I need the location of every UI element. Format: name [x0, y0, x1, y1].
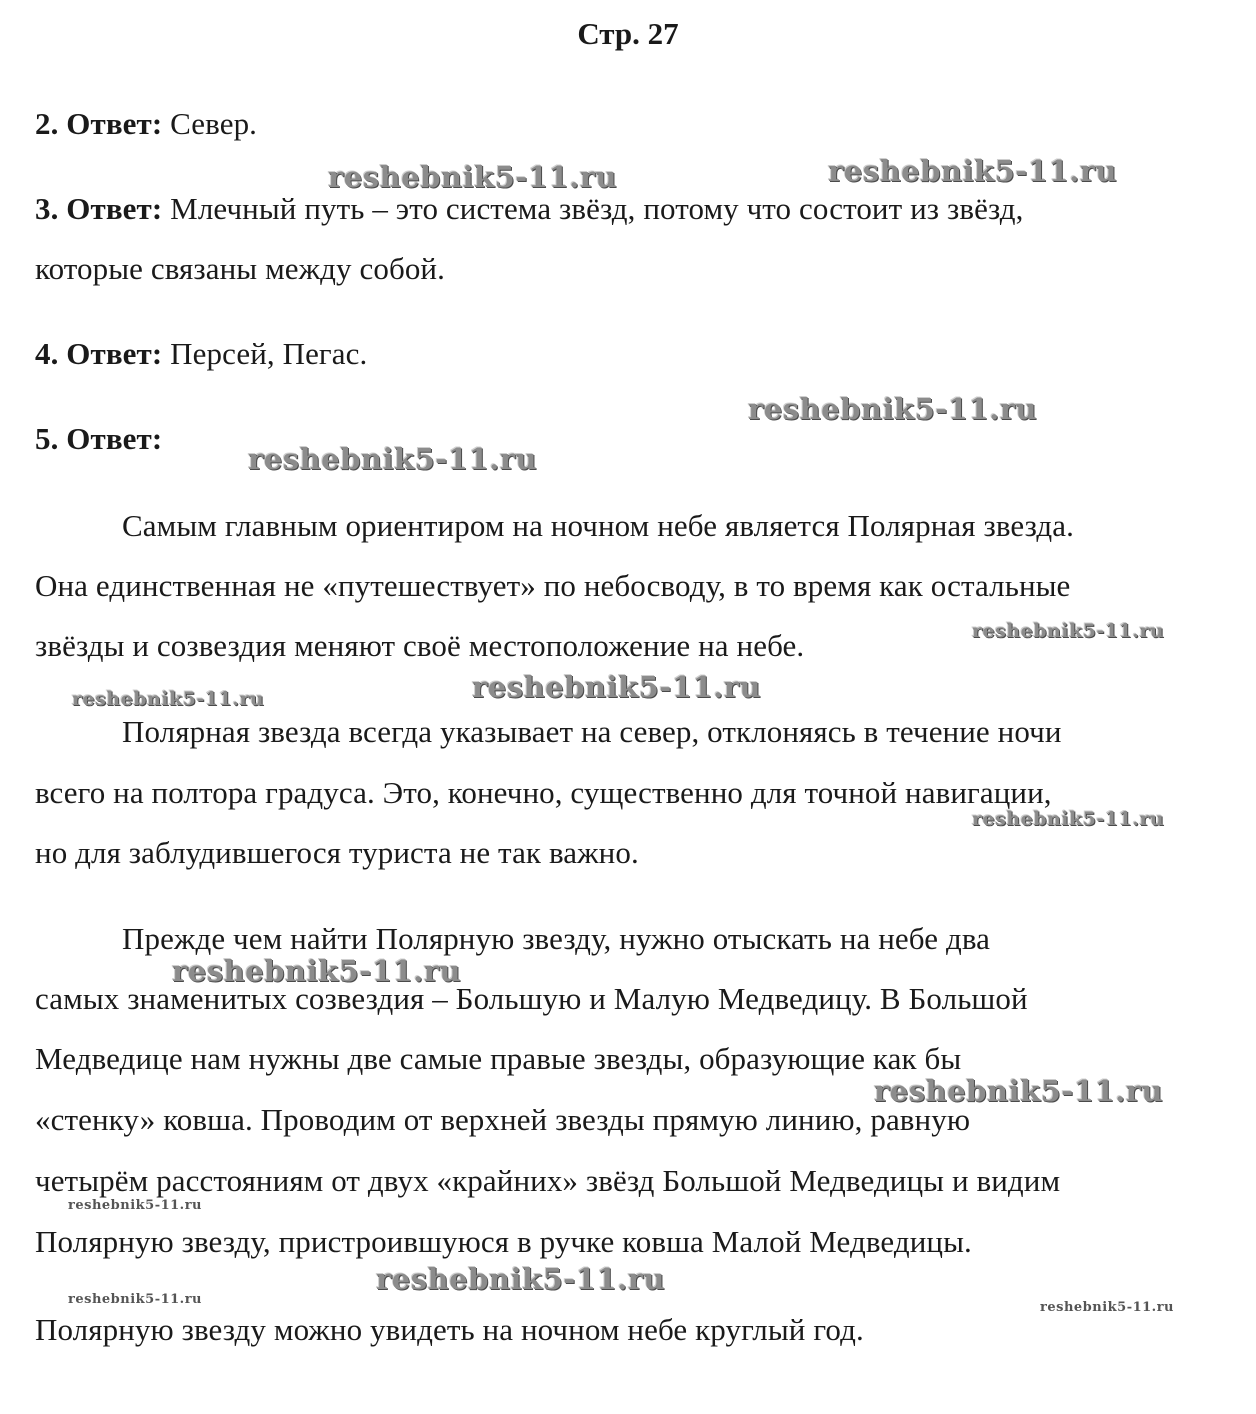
answer-5-p3-line-2: самых знаменитых созвездия – Большую и Малую Медведицу. В Большой — [35, 981, 1028, 1016]
answer-4-text: Персей, Пегас. — [170, 336, 368, 371]
answer-3 — [35, 189, 1023, 229]
answer-5-p3-line-5: четырём расстояниям от двух «крайних» звёзд Большой Медведицы и видим — [35, 1163, 1061, 1198]
answer-5-p2-line-1: Полярная звезда всегда указывает на север, отклоняясь в течение ночи — [122, 714, 1062, 749]
watermark: reshebnik5-11.ru — [248, 442, 538, 476]
answer-2-text: Север. — [170, 106, 258, 141]
watermark: reshebnik5-11.ru — [68, 1292, 203, 1307]
page-title: Стр. 27 — [577, 16, 679, 51]
answer-5-p4-line-1: Полярную звезду можно увидеть на ночном небе круглый год. — [35, 1312, 864, 1347]
answer-5-p1-line-3: звёзды и созвездия меняют своё местоположение на небе. — [35, 628, 805, 663]
answer-3-label: 3. Ответ: — [35, 191, 163, 226]
watermark: reshebnik5-11.ru — [472, 670, 762, 704]
watermark: reshebnik5-11.ru — [68, 1198, 203, 1213]
answer-5-p2-line-3: но для заблудившегося туриста не так важно. — [35, 835, 639, 870]
watermark: reshebnik5-11.ru — [328, 160, 618, 194]
answer-3-text-line-1: Млечный путь – это система звёзд, потому что состоит из звёзд, — [170, 191, 1024, 226]
answer-3-text-line-2: которые связаны между собой. — [35, 251, 445, 286]
watermark: reshebnik5-11.ru — [1040, 1300, 1175, 1315]
watermark: reshebnik5-11.ru — [828, 154, 1118, 188]
watermark: reshebnik5-11.ru — [172, 954, 462, 988]
watermark: reshebnik5-11.ru — [376, 1262, 666, 1296]
answer-5-p3-line-6: Полярную звезду, пристроившуюся в ручке ковша Малой Медведицы. — [35, 1224, 972, 1259]
watermark: reshebnik5-11.ru — [972, 808, 1165, 830]
answer-4 — [35, 334, 367, 374]
watermark: reshebnik5-11.ru — [748, 392, 1038, 426]
watermark: reshebnik5-11.ru — [874, 1074, 1164, 1108]
answer-5-p1-line-2: Она единственная не «путешествует» по небосводу, в то время как остальные — [35, 568, 1071, 603]
watermark: reshebnik5-11.ru — [972, 620, 1165, 642]
watermark: reshebnik5-11.ru — [72, 688, 265, 710]
answer-5-p3-line-3: Медведице нам нужны две самые правые звезды, образующие как бы — [35, 1041, 962, 1076]
answer-2-label: 2. Ответ: — [35, 106, 163, 141]
answer-5-label: 5. Ответ: — [35, 421, 163, 456]
answer-5-p3-line-4: «стенку» ковша. Проводим от верхней звезды прямую линию, равную — [35, 1102, 971, 1137]
answer-5-p1-line-1: Самым главным ориентиром на ночном небе является Полярная звезда. — [122, 508, 1074, 543]
answer-2 — [35, 104, 257, 144]
answer-5-p2-line-2: всего на полтора градуса. Это, конечно, существенно для точной навигации, — [35, 775, 1052, 810]
answer-4-label: 4. Ответ: — [35, 336, 163, 371]
answer-5-p3-line-1: Прежде чем найти Полярную звезду, нужно отыскать на небе два — [122, 921, 991, 956]
